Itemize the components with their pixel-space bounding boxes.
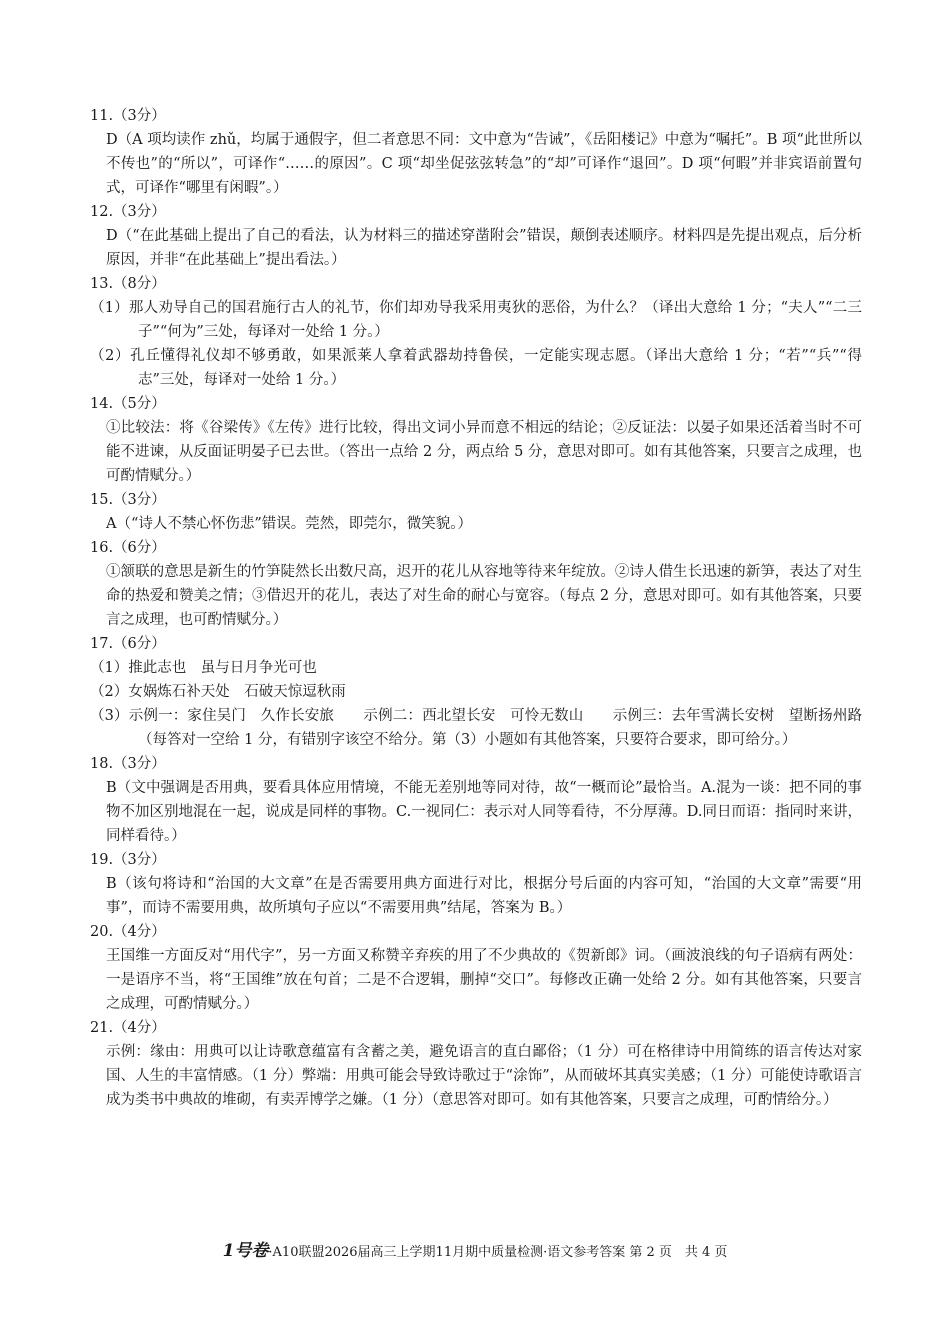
answer-text: D（“在此基础上提出了自己的看法，认为材料三的描述穿凿附会”错误，颠倒表述顺序。材料四是先提出观点，后分析原因，并非“在此基础上”提出看法。）	[106, 228, 862, 268]
question-block	[90, 272, 862, 392]
question-number-score: 21.（4分）	[90, 1020, 166, 1036]
sub-answer-text: （3）示例一：家住吴门 久作长安旅 示例二：西北望长安 可怜无数山 示例三：去年雪满长安树 望断扬州路（每答对一空给 1 分，有错别字该空不给分。第（3）小题如有其他答案，只要符合要求，即可给分。）	[90, 708, 862, 748]
answer-text: ①比较法：将《谷梁传》《左传》进行比较，得出文词小异而意不相远的结论；②反证法：以晏子如果还活着当时不可能不进谏，从反面证明晏子已去世。（答出一点给 2 分，两点给 5 分，意思对即可。如有其他答案，只要言之成理，也可酌情赋分。）	[106, 420, 862, 484]
sub-answer-text: （2）女娲炼石补天处 石破天惊逗秋雨	[90, 684, 346, 700]
question-block	[90, 752, 862, 848]
question-block	[90, 632, 862, 752]
question-block	[90, 104, 862, 200]
question-number-score: 17.（6分）	[90, 636, 166, 652]
question-number-score: 18.（3分）	[90, 756, 166, 772]
question-number-score: 11.（3分）	[90, 108, 166, 124]
question-block	[90, 920, 862, 1016]
answer-text: B（文中强调是否用典，要看具体应用情境，不能无差别地等同对待，故“一概而论”最恰当。A.混为一谈：把不同的事物不加区别地混在一起，说成是同样的事物。C.一视同仁：表示对人同等看待，不分厚薄。D.同日而语：指同时来讲，同样看待。）	[106, 780, 862, 844]
question-block	[90, 392, 862, 488]
answer-text: ①颔联的意思是新生的竹笋陡然长出数尺高，迟开的花儿从容地等待来年绽放。②诗人借生长迅速的新笋，表达了对生命的热爱和赞美之情；③借迟开的花儿，表达了对生命的耐心与宽容。（每点 2 分，意思对即可。如有其他答案，只要言之成理，也可酌情赋分。）	[106, 564, 862, 628]
question-number-score: 13.（8分）	[90, 276, 166, 292]
answer-text: B（该句将诗和“治国的大文章”在是否需要用典方面进行对比，根据分号后面的内容可知，“治国的大文章”需要“用事”，而诗不需要用典，故所填句子应以“不需要用典”结尾，答案为 B。）	[106, 876, 862, 916]
answer-text: 王国维一方面反对“用代字”，另一方面又称赞辛弃疾的用了不少典故的《贺新郎》词。（画波浪线的句子语病有两处：一是语序不当，将“王国维”放在句首；二是不合逻辑，删掉“交口”。每修改正确一处给 2 分。如有其他答案，只要言之成理，可酌情赋分。）	[106, 948, 862, 1012]
question-number-score: 20.（4分）	[90, 924, 166, 940]
question-number-score: 14.（5分）	[90, 396, 166, 412]
answer-text: D（A 项均读作 zhǔ，均属于通假字，但二者意思不同：文中意为“告诫”，《岳阳楼记》中意为“嘱托”。B 项“此世所以不传也”的“所以”，可译作“……的原因”。C 项“却坐促弦弦转急”的“却”可译作“退回”。D 项“何暇”并非宾语前置句式，可译作“哪里有闲暇”。）	[106, 132, 862, 196]
question-number-score: 12.（3分）	[90, 204, 166, 220]
sub-answer-text: （1）推此志也 虽与日月争光可也	[90, 660, 317, 676]
answer-text: A（“诗人不禁心怀伤悲”错误。莞然，即莞尔，微笑貌。）	[106, 516, 473, 532]
question-number-score: 15.（3分）	[90, 492, 166, 508]
question-block	[90, 848, 862, 920]
question-number-score: 19.（3分）	[90, 852, 166, 868]
page-footer	[0, 1241, 950, 1263]
question-block	[90, 488, 862, 536]
sub-answer-text: （2）孔丘懂得礼仪却不够勇敢，如果派莱人拿着武器劫持鲁侯，一定能实现志愿。（译出大意给 1 分；“若”“兵”“得志”三处，每译对一处给 1 分。）	[90, 348, 862, 388]
question-block	[90, 536, 862, 632]
answer-text: 示例：缘由：用典可以让诗歌意蕴富有含蓄之美，避免语言的直白鄙俗；（1 分）可在格律诗中用简练的语言传达对家国、人生的丰富情感。（1 分）弊端：用典可能会导致诗歌过于“涂饰”，从而破坏其真实美感；（1 分）可能使诗歌语言成为类书中典故的堆砌，有卖弄博学之嫌。（1 分）（意思答对即可。如有其他答案，只要言之成理，可酌情给分。）	[106, 1044, 862, 1108]
question-block	[90, 1016, 862, 1112]
brand-logo: 1号卷	[222, 1241, 269, 1261]
answer-key-content	[90, 104, 862, 1112]
footer-text: ·A10联盟2026届高三上学期11月期中质量检测·语文参考答案 第 2 页 共 4 页	[268, 1245, 728, 1260]
sub-answer-text: （1）那人劝导自己的国君施行古人的礼节，你们却劝导我采用夷狄的恶俗，为什么？（译出大意给 1 分；“夫人”“二三子”“何为”三处，每译对一处给 1 分。）	[90, 300, 862, 340]
question-number-score: 16.（6分）	[90, 540, 166, 556]
question-block	[90, 200, 862, 272]
